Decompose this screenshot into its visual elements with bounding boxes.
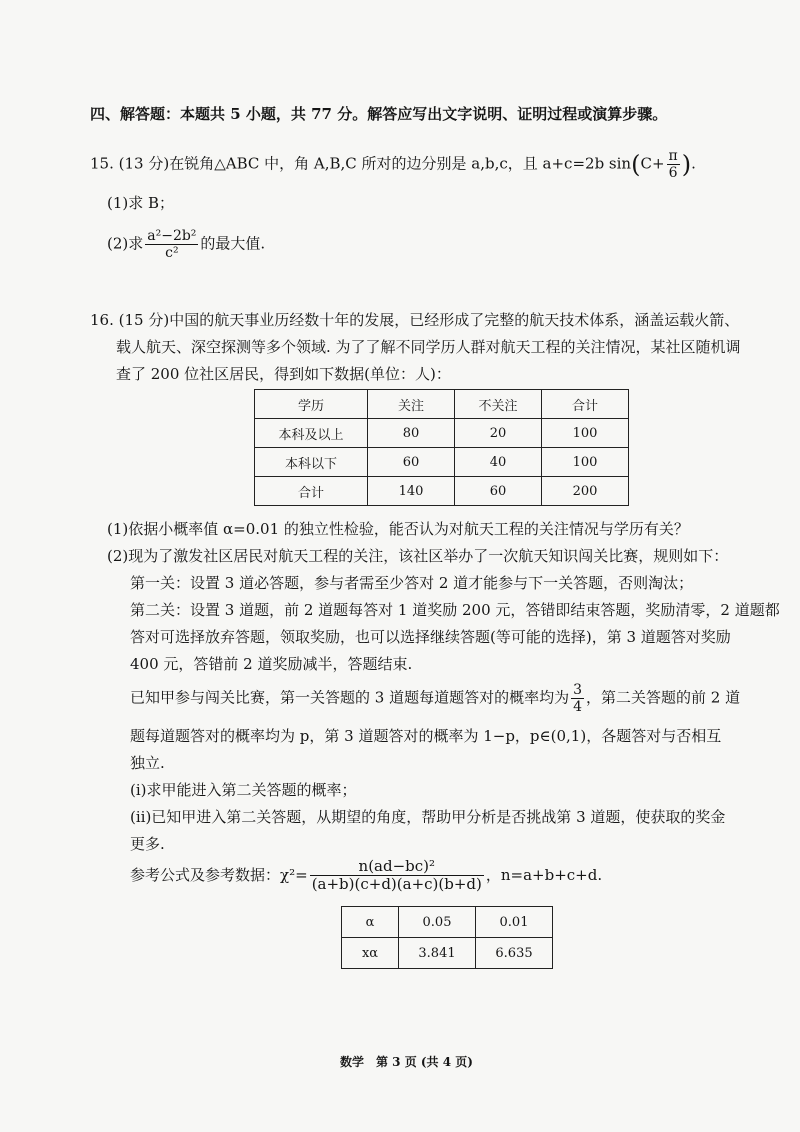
table-cell: α bbox=[342, 907, 399, 938]
q15-stem-text: (13 分)在锐角△ABC 中，角 A,B,C 所对的边分别是 a,b,c，且 a+c=2b sin bbox=[118, 154, 632, 173]
table-row bbox=[255, 477, 629, 506]
q16-sub2-line2: 更多. bbox=[130, 835, 165, 853]
table-cell: 200 bbox=[542, 477, 629, 506]
pi-over-six-fraction: $\frac{\pi}{6}$ bbox=[668, 148, 678, 182]
table-cell: xα bbox=[342, 938, 399, 969]
q16-part1: (1)依据小概率值 α=0.01 的独立性检验，能否认为对航天工程的关注情况与学历有关？ bbox=[107, 520, 689, 538]
q16-line3: 查了 200 位社区居民，得到如下数据(单位：人)： bbox=[116, 365, 451, 383]
q16-part2-line4: 答对可选择放弃答题，领取奖励，也可以选择继续答题(等可能的选择)，第 3 道题答对奖励 bbox=[130, 628, 731, 646]
q15-stem-arg: C+ bbox=[640, 154, 665, 173]
q16-part2-line5: 400 元，答错前 2 道奖励减半，答题结束. bbox=[130, 655, 413, 673]
q15-number: 15. bbox=[90, 154, 114, 173]
reference-data-table bbox=[341, 906, 553, 969]
education-attention-table bbox=[254, 389, 629, 506]
table-cell: 40 bbox=[455, 448, 542, 477]
q15-part2: (2)求 $\frac{\text{a²−2b²}}{\text{c²}}$ 的最大值. bbox=[107, 228, 266, 262]
table-cell: 60 bbox=[455, 477, 542, 506]
q16-line1: 16. (15 分)中国的航天事业历经数十年的发展，已经形成了完整的航天技术体系，涵盖运载火箭、 bbox=[90, 311, 740, 329]
page-footer: 数学 第 3 页 (共 4 页) bbox=[340, 1055, 473, 1069]
table-header-cell: 关注 bbox=[368, 390, 455, 419]
table-row bbox=[342, 938, 553, 969]
table-row bbox=[255, 419, 629, 448]
table-cell: 100 bbox=[542, 448, 629, 477]
table-header-cell: 学历 bbox=[255, 390, 368, 419]
table-cell: 0.01 bbox=[476, 907, 553, 938]
q15-part2-fraction: $\frac{\text{a²−2b²}}{\text{c²}}$ bbox=[147, 228, 197, 262]
chi-square-formula: 参考公式及参考数据：χ²= $\frac{\text{n(ad−bc)²}}{(a+b)(c+d)(a+c)(b+d)}$ ，n=a+b+c+d. bbox=[130, 857, 603, 894]
table-cell: 合计 bbox=[255, 477, 368, 506]
q15-stem: 15. (13 分)在锐角△ABC 中，角 A,B,C 所对的边分别是 a,b,c，且 a+c=2b sin(C+ $\frac{\pi}{6}$ ). bbox=[90, 148, 696, 182]
table-header-cell: 不关注 bbox=[455, 390, 542, 419]
table-row bbox=[342, 907, 553, 938]
q16-number: 16. bbox=[90, 311, 114, 329]
q16-part2-line3: 第二关：设置 3 道题，前 2 道题每答对 1 道奖励 200 元，答错即结束答题，奖励清零，2 道题都 bbox=[130, 601, 780, 619]
q16-line2: 载人航天、深空探测等多个领域. 为了了解不同学历人群对航天工程的关注情况，某社区随机调 bbox=[116, 338, 741, 356]
table-cell: 3.841 bbox=[399, 938, 476, 969]
q16-part2-line2: 第一关：设置 3 道必答题，参与者需至少答对 2 道才能参与下一关答题，否则淘汰； bbox=[130, 574, 694, 592]
table-cell: 100 bbox=[542, 419, 629, 448]
table-header-cell: 合计 bbox=[542, 390, 629, 419]
q16-sub2-line1: (ⅱ)已知甲进入第二关答题，从期望的角度，帮助甲分析是否挑战第 3 道题，使获取的奖金 bbox=[130, 808, 726, 826]
table-cell: 80 bbox=[368, 419, 455, 448]
q16-known-line1: 已知甲参与闯关比赛，第一关答题的 3 道题每道题答对的概率均为 $\frac{3}{4}$ ，第二关答题的前 2 道 bbox=[130, 682, 741, 716]
q15-part1: (1)求 B； bbox=[107, 194, 175, 212]
q16-sub1: (ⅰ)求甲能进入第二关答题的概率； bbox=[130, 781, 357, 799]
q16-known-line2: 题每道题答对的概率均为 p，第 3 道题答对的概率为 1−p，p∈(0,1)，各题答对与否相互 bbox=[130, 727, 722, 745]
table-cell: 本科及以上 bbox=[255, 419, 368, 448]
table-header-row bbox=[255, 390, 629, 419]
q16-part2-line1: (2)现为了激发社区居民对航天工程的关注，该社区举办了一次航天知识闯关比赛，规则如下： bbox=[107, 547, 729, 565]
table-cell: 140 bbox=[368, 477, 455, 506]
table-cell: 0.05 bbox=[399, 907, 476, 938]
section-header: 四、解答题：本题共 5 小题，共 77 分。解答应写出文字说明、证明过程或演算步骤。 bbox=[90, 105, 668, 123]
table-cell: 60 bbox=[368, 448, 455, 477]
q16-known-line3: 独立. bbox=[130, 754, 165, 772]
three-quarters-fraction: $\frac{3}{4}$ bbox=[573, 682, 583, 716]
table-row bbox=[255, 448, 629, 477]
table-cell: 本科以下 bbox=[255, 448, 368, 477]
table-cell: 6.635 bbox=[476, 938, 553, 969]
chi-square-fraction: $\frac{\text{n(ad−bc)²}}{(a+b)(c+d)(a+c)(b+d)}$ bbox=[311, 857, 482, 894]
table-cell: 20 bbox=[455, 419, 542, 448]
